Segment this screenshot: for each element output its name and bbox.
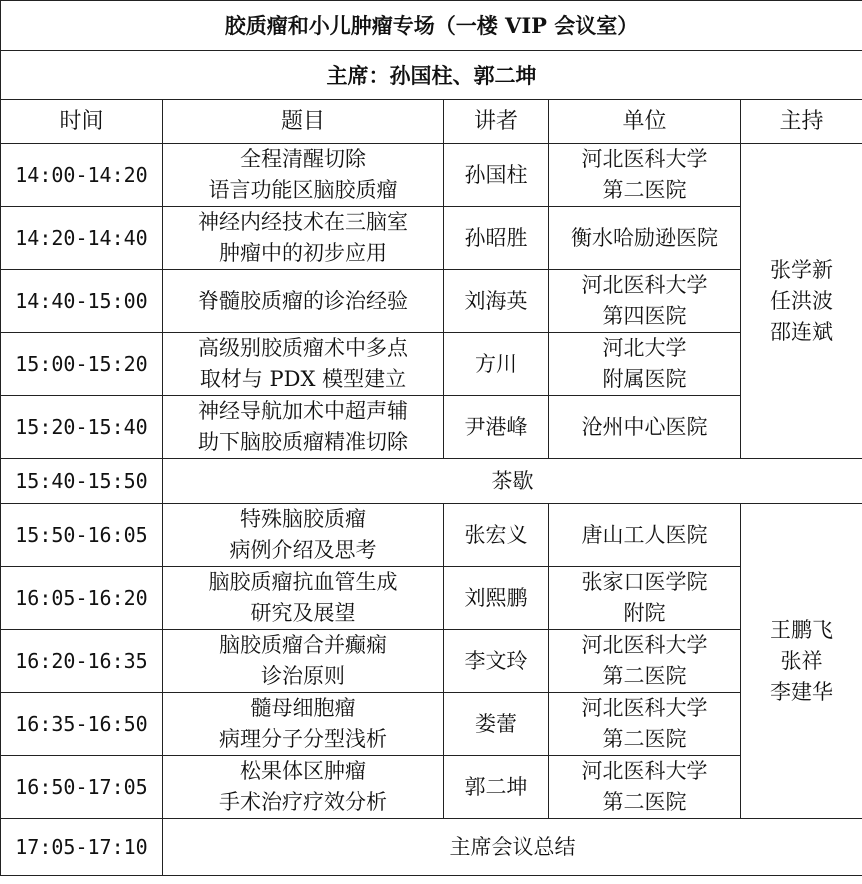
speaker-cell: 方川 bbox=[444, 333, 549, 396]
topic-cell bbox=[163, 756, 444, 819]
topic-line: 研究及展望 bbox=[250, 601, 356, 625]
time-cell: 16:35-16:50 bbox=[1, 693, 163, 756]
break-label: 茶歇 bbox=[163, 459, 862, 504]
time-cell: 15:50-16:05 bbox=[1, 504, 163, 567]
host-name: 张学新 bbox=[770, 257, 834, 282]
unit-line: 第二医院 bbox=[602, 664, 687, 688]
time-cell: 14:00-14:20 bbox=[1, 144, 163, 207]
unit-line: 河北大学 bbox=[602, 336, 687, 360]
topic-line: 特殊脑胶质瘤 bbox=[240, 507, 366, 531]
table-row bbox=[1, 756, 862, 819]
topic-line: 脑胶质瘤合并癫痫 bbox=[219, 633, 387, 657]
speaker-cell: 刘海英 bbox=[444, 270, 549, 333]
speaker-cell: 李文玲 bbox=[444, 630, 549, 693]
header-topic: 题目 bbox=[163, 100, 444, 144]
chair-row bbox=[1, 51, 862, 100]
table-row bbox=[1, 270, 862, 333]
header-speaker: 讲者 bbox=[444, 100, 549, 144]
unit-line: 河北医科大学 bbox=[581, 273, 708, 297]
topic-line: 肿瘤中的初步应用 bbox=[219, 241, 387, 265]
topic-cell bbox=[163, 270, 444, 333]
unit-line: 衡水哈励逊医院 bbox=[571, 225, 718, 250]
topic-line: 全程清醒切除 bbox=[240, 147, 366, 171]
unit-cell bbox=[549, 270, 741, 333]
unit-line: 第二医院 bbox=[602, 727, 687, 751]
unit-line: 第四医院 bbox=[602, 304, 687, 328]
title-row bbox=[1, 1, 862, 51]
time-cell: 15:00-15:20 bbox=[1, 333, 163, 396]
closing-label: 主席会议总结 bbox=[163, 819, 862, 876]
topic-cell bbox=[163, 144, 444, 207]
time-cell: 15:20-15:40 bbox=[1, 396, 163, 459]
topic-line: 取材与 PDX 模型建立 bbox=[199, 367, 407, 391]
unit-cell bbox=[549, 693, 741, 756]
unit-cell bbox=[549, 504, 741, 567]
table-row bbox=[1, 567, 862, 630]
host-cell-group-2 bbox=[741, 504, 862, 819]
time-cell: 16:20-16:35 bbox=[1, 630, 163, 693]
topic-line: 松果体区肿瘤 bbox=[240, 759, 366, 783]
unit-line: 河北医科大学 bbox=[581, 696, 708, 720]
unit-line: 附院 bbox=[623, 601, 666, 625]
header-unit: 单位 bbox=[549, 100, 741, 144]
topic-cell bbox=[163, 567, 444, 630]
unit-line: 河北医科大学 bbox=[581, 633, 708, 657]
table-row bbox=[1, 144, 862, 207]
speaker-cell: 张宏义 bbox=[444, 504, 549, 567]
unit-cell bbox=[549, 630, 741, 693]
topic-line: 神经内经技术在三脑室 bbox=[198, 210, 408, 234]
time-cell: 16:05-16:20 bbox=[1, 567, 163, 630]
topic-line: 脑胶质瘤抗血管生成 bbox=[208, 570, 398, 594]
topic-line: 神经导航加术中超声辅 bbox=[198, 399, 408, 423]
unit-cell bbox=[549, 207, 741, 270]
speaker-cell: 娄蕾 bbox=[444, 693, 549, 756]
unit-cell bbox=[549, 567, 741, 630]
unit-line: 河北医科大学 bbox=[581, 147, 708, 171]
unit-cell bbox=[549, 396, 741, 459]
host-name: 张祥 bbox=[780, 648, 823, 673]
table-row bbox=[1, 333, 862, 396]
topic-line: 高级别胶质瘤术中多点 bbox=[198, 336, 408, 360]
topic-line: 髓母细胞瘤 bbox=[250, 696, 356, 720]
unit-line: 第二医院 bbox=[602, 178, 687, 202]
host-name: 任洪波 bbox=[770, 288, 834, 313]
unit-cell bbox=[549, 144, 741, 207]
closing-time: 17:05-17:10 bbox=[1, 819, 163, 876]
table-row bbox=[1, 396, 862, 459]
session-title: 胶质瘤和小儿肿瘤专场（一楼 VIP 会议室） bbox=[1, 1, 862, 51]
speaker-cell: 尹港峰 bbox=[444, 396, 549, 459]
time-cell: 16:50-17:05 bbox=[1, 756, 163, 819]
topic-line: 语言功能区脑胶质瘤 bbox=[208, 178, 398, 202]
unit-cell bbox=[549, 756, 741, 819]
unit-line: 张家口医学院 bbox=[581, 570, 708, 594]
topic-cell bbox=[163, 333, 444, 396]
closing-row bbox=[1, 819, 862, 876]
header-host: 主持 bbox=[741, 100, 862, 144]
topic-line: 病例介绍及思考 bbox=[229, 538, 377, 562]
time-cell: 14:40-15:00 bbox=[1, 270, 163, 333]
table-row bbox=[1, 207, 862, 270]
host-cell-group-1 bbox=[741, 144, 862, 459]
topic-line: 诊治原则 bbox=[261, 664, 345, 688]
session-chair: 主席：孙国柱、郭二坤 bbox=[1, 51, 862, 100]
topic-line: 脊髓胶质瘤的诊治经验 bbox=[198, 288, 408, 313]
topic-cell bbox=[163, 504, 444, 567]
topic-cell bbox=[163, 396, 444, 459]
break-time: 15:40-15:50 bbox=[1, 459, 163, 504]
topic-cell bbox=[163, 207, 444, 270]
host-name: 邵连斌 bbox=[770, 319, 834, 344]
break-row bbox=[1, 459, 862, 504]
header-row bbox=[1, 100, 862, 144]
host-name: 王鹏飞 bbox=[770, 617, 834, 642]
speaker-cell: 孙国柱 bbox=[444, 144, 549, 207]
host-name: 李建华 bbox=[770, 679, 834, 704]
topic-line: 助下脑胶质瘤精准切除 bbox=[198, 430, 408, 454]
unit-cell bbox=[549, 333, 741, 396]
topic-line: 病理分子分型浅析 bbox=[219, 727, 387, 751]
time-cell: 14:20-14:40 bbox=[1, 207, 163, 270]
unit-line: 河北医科大学 bbox=[581, 759, 708, 783]
topic-line: 手术治疗疗效分析 bbox=[219, 790, 387, 814]
unit-line: 唐山工人医院 bbox=[581, 522, 708, 547]
table-row bbox=[1, 693, 862, 756]
speaker-cell: 郭二坤 bbox=[444, 756, 549, 819]
table-row bbox=[1, 630, 862, 693]
topic-cell bbox=[163, 693, 444, 756]
unit-line: 第二医院 bbox=[602, 790, 687, 814]
header-time: 时间 bbox=[1, 100, 163, 144]
speaker-cell: 孙昭胜 bbox=[444, 207, 549, 270]
unit-line: 沧州中心医院 bbox=[581, 414, 708, 439]
speaker-cell: 刘熙鹏 bbox=[444, 567, 549, 630]
topic-cell bbox=[163, 630, 444, 693]
table-row bbox=[1, 504, 862, 567]
unit-line: 附属医院 bbox=[602, 367, 687, 391]
